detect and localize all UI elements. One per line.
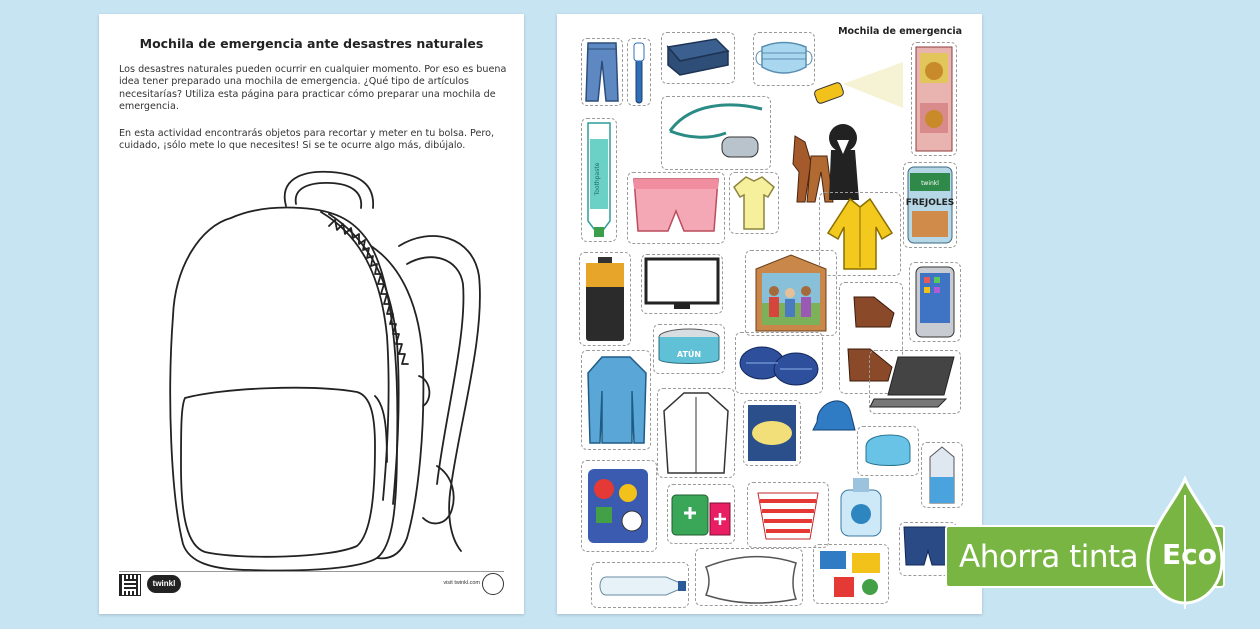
milk-carton-cutout	[921, 442, 963, 508]
toothbrush-cutout	[627, 38, 651, 106]
food-bag-cutout	[743, 400, 801, 466]
battery-cutout	[579, 252, 631, 346]
water-bottle-cutout	[591, 562, 689, 608]
games-cutout	[813, 544, 889, 604]
ink-saving-text: Ahorra tinta	[959, 539, 1139, 575]
long-sleeve-shirt-cutout	[581, 350, 651, 450]
smartphone-cutout	[909, 262, 961, 342]
towel-cutout	[661, 32, 735, 84]
toothpaste-label: Toothpaste	[594, 162, 601, 196]
whistle-cutout	[661, 96, 771, 170]
hat-cutout	[809, 382, 857, 440]
qr-code-icon	[119, 574, 141, 596]
intro-paragraph: Los desastres naturales pueden ocurrir en cualquier momento. Por eso es buena idea tener preparado una mochila de emergencia. ¿Qué tipo de artículos necesitarías? Utiliza esta página para practicar cómo preparar una mochila de emergencia.	[119, 64, 507, 113]
cutouts-title: Mochila de emergencia	[838, 26, 962, 37]
sanitizer-cutout	[829, 468, 893, 540]
footer-url: visit twinkl.com	[443, 580, 480, 586]
tuna-can-cutout	[653, 324, 725, 374]
first-aid-kit-cutout	[667, 484, 735, 544]
laptop-cutout	[869, 350, 961, 414]
worksheet-page	[99, 14, 524, 614]
quality-badge-icon	[482, 573, 504, 595]
worksheet-title: Mochila de emergencia ante desastres naturales	[139, 36, 484, 51]
striped-bag-cutout	[747, 482, 829, 548]
beans-brand: twinkl	[921, 180, 939, 187]
flashlight-cutout	[809, 60, 905, 112]
underwear-cutout	[627, 172, 725, 244]
family-photo-cutout	[745, 250, 837, 336]
cutouts-page	[557, 14, 982, 614]
jacket-cutout	[657, 388, 735, 478]
banknotes-cutout	[911, 42, 957, 156]
canned-beans-cutout	[903, 162, 957, 248]
twinkl-logo: twinkl	[147, 575, 181, 593]
tuna-label: ATÚN	[676, 350, 702, 359]
toothpaste-cutout	[581, 118, 617, 242]
toys-cutout	[581, 460, 657, 552]
face-mask-cutout	[753, 32, 815, 86]
instructions-paragraph: En esta actividad encontrarás objetos para recortar y meter en tu bolsa. Pero, cuidado, ¡sólo mete lo que necesites! Si se te ocurre algo más, dibújalo.	[119, 128, 495, 152]
jeans-cutout	[581, 38, 623, 106]
footer-divider	[119, 571, 504, 572]
tshirt-cutout	[729, 172, 779, 234]
eco-badge-text: Eco	[1162, 538, 1217, 571]
beans-label: FREJOLES	[905, 198, 955, 208]
backpack-outline	[161, 166, 501, 574]
pillow-cutout	[695, 548, 803, 606]
television-cutout	[641, 254, 723, 314]
